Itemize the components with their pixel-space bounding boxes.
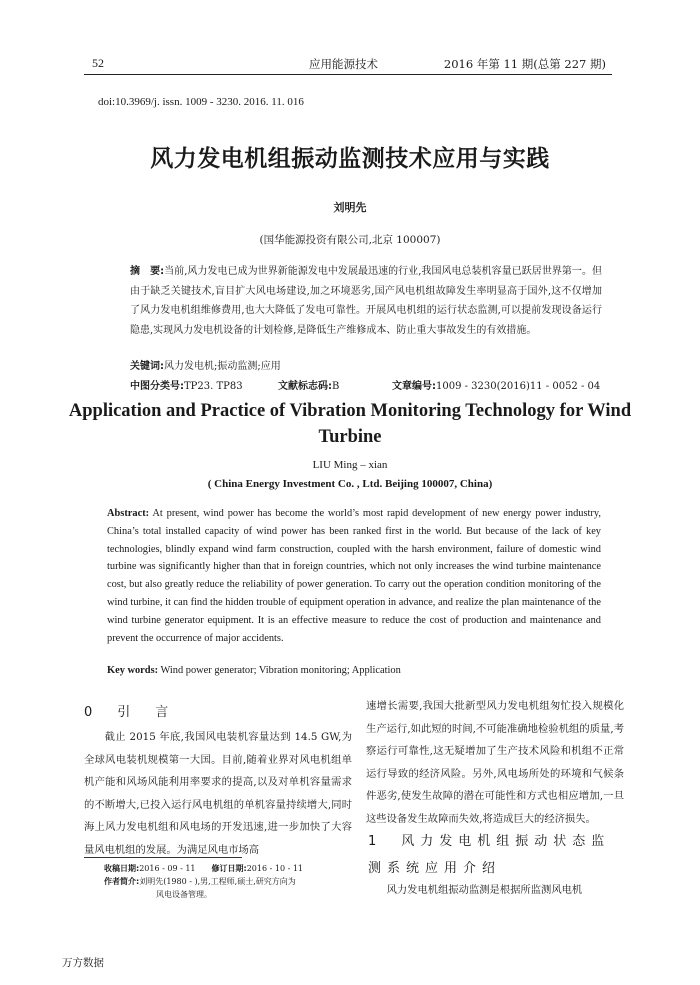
- page-number: 52: [92, 56, 104, 70]
- keywords-en-text: Wind power generator; Vibration monitoring; Application: [160, 665, 401, 676]
- doc-code-value: B: [332, 381, 340, 392]
- keywords-cn-label: 关键词:: [130, 361, 164, 372]
- abstract-en-label: Abstract:: [107, 508, 150, 519]
- keywords-cn-text: 风力发电机;振动监测;应用: [164, 361, 281, 372]
- doc-code-label: 文献标志码:: [278, 381, 332, 392]
- footnote-bio: [104, 875, 354, 888]
- section-1-title: 风力发电机组振动状态监测系统应用介绍: [368, 834, 611, 876]
- title-english: Application and Practice of Vibration Monitoring Technology for Wind Turbine: [68, 401, 632, 447]
- abstract-en-text: At present, wind power has become the world’s most rapid development of new energy power industry, China’s total installed capacity of wind power has been ranked first in the world. But because of the lack of key technologies, blindly expand wind farm construction, coupled with the harsh environment, failure of domestic wind turbine was significantly higher than that in foreign countries, which not only increases the wind turbine maintenance cost, but also greatly reduce the reliability of power generation. To carry out the operation condition monitoring of the wind turbine, it can find the hidden trouble of equipment operation in advance, and realize the plan maintenance of the wind turbine generator equipment. It is an effective measure to reduce the cost of production and maintenance and prevent the occurrence of major accidents.: [107, 508, 602, 644]
- right-column-text: 速增长需要,我国大批新型风力发电机组匆忙投入规模化生产运行,如此短的时间,不可能准确地检验机组的质量,考察运行可靠性,这无疑增加了生产技术风险和机组不正常运行导致的经济风险。另外,风电场所处的环境和气候条件恶劣,使发生故障的潜在可能性和方式也相应增加,一旦这些设备发生故障而失效,将造成巨大的经济损失。: [366, 700, 624, 825]
- issue-info: 2016 年第 11 期(总第 227 期): [443, 57, 606, 71]
- article-value: 1009 - 3230(2016)11 - 0052 - 04: [436, 381, 601, 392]
- abstract-cn-text: 当前,风力发电已成为世界新能源发电中发展最迅速的行业,我国风电总装机容量已跃居世界第一。但由于缺乏关键技术,盲目扩大风电场建设,加之环境恶劣,国产风电机组故障发生率明显高于国外,这不仅增加了风力发电机组维修费用,也大大降低了发电可靠性。开展风电机组的运行状态监测,可以提前发现设备运行隐患,实现风力发电机设备的计划检修,是降低生产维修成本、防止重大事故发生的有效措施。: [130, 266, 603, 337]
- section-0-number: 0: [84, 705, 99, 720]
- bio-text: 刘明先(1980 - ),男,工程师,硕士,研究方向为: [139, 877, 296, 886]
- footnote-bio-continued: 风电设备管理。: [156, 890, 212, 899]
- title-chinese: 风力发电机组振动监测技术应用与实践: [150, 146, 550, 172]
- section-1-paragraph: [366, 880, 624, 900]
- journal-name: 应用能源技术: [309, 57, 378, 71]
- article-label: 文章编号:: [392, 381, 436, 392]
- affiliation-english: ( China Energy Investment Co. , Ltd. Beijing 100007, China): [207, 478, 493, 490]
- footnote: [104, 862, 354, 901]
- author-chinese: 刘明先: [333, 201, 367, 214]
- revised-date: 2016 - 10 - 11: [246, 864, 303, 873]
- article-number: [392, 377, 600, 392]
- received-label: 收稿日期:: [104, 864, 140, 873]
- footer-watermark: 万方数据: [62, 957, 104, 969]
- affiliation-chinese: (国华能源投资有限公司,北京 100007): [259, 234, 441, 246]
- doi: doi:10.3969/j. issn. 1009 - 3230. 2016. 11. 016: [98, 96, 304, 108]
- author-english: LIU Ming – xian: [312, 459, 388, 471]
- abstract-english: [107, 505, 601, 647]
- abstract-cn-label: 摘 要:: [130, 266, 165, 277]
- clc-value: TP23. TP83: [184, 381, 243, 392]
- section-1-number: 1: [368, 834, 383, 849]
- right-column-paragraph: [366, 695, 624, 830]
- clc-label: 中图分类号:: [130, 381, 184, 392]
- keywords-en-label: Key words:: [107, 665, 159, 676]
- section-1-heading: [368, 828, 628, 882]
- keywords-chinese: [130, 357, 281, 372]
- section-0-heading: [84, 702, 174, 724]
- footnote-rule: [84, 857, 242, 858]
- classification-line: [130, 377, 602, 392]
- clc-number: [130, 381, 243, 392]
- section-1-text: 风力发电机组振动监测是根据所监测风电机: [386, 884, 583, 896]
- keywords-english: [107, 665, 401, 676]
- footnote-dates: [104, 862, 354, 875]
- document-code: [278, 377, 339, 392]
- section-0-paragraph: [84, 726, 352, 861]
- header-rule: [84, 74, 612, 75]
- section-0-text: 截止 2015 年底,我国风电装机容量达到 14.5 GW,为全球风电装机规模第一大国。目前,随着业界对风电机组单机产能和风场风能利用率要求的提高,以及对单机容量需求的不断增大,已投入运行风电机组的单机容量持续增大,同时海上风力发电机组和风电场的开发迅速,进一步加快了大容量风电机组的发展。为满足风电市场高: [84, 731, 352, 856]
- section-0-title: 引 言: [117, 705, 175, 720]
- revised-label: 修订日期:: [211, 864, 247, 873]
- running-header: [84, 52, 614, 72]
- bio-label: 作者简介:: [104, 877, 140, 886]
- abstract-chinese: [130, 262, 602, 341]
- received-date: 2016 - 09 - 11: [139, 864, 196, 873]
